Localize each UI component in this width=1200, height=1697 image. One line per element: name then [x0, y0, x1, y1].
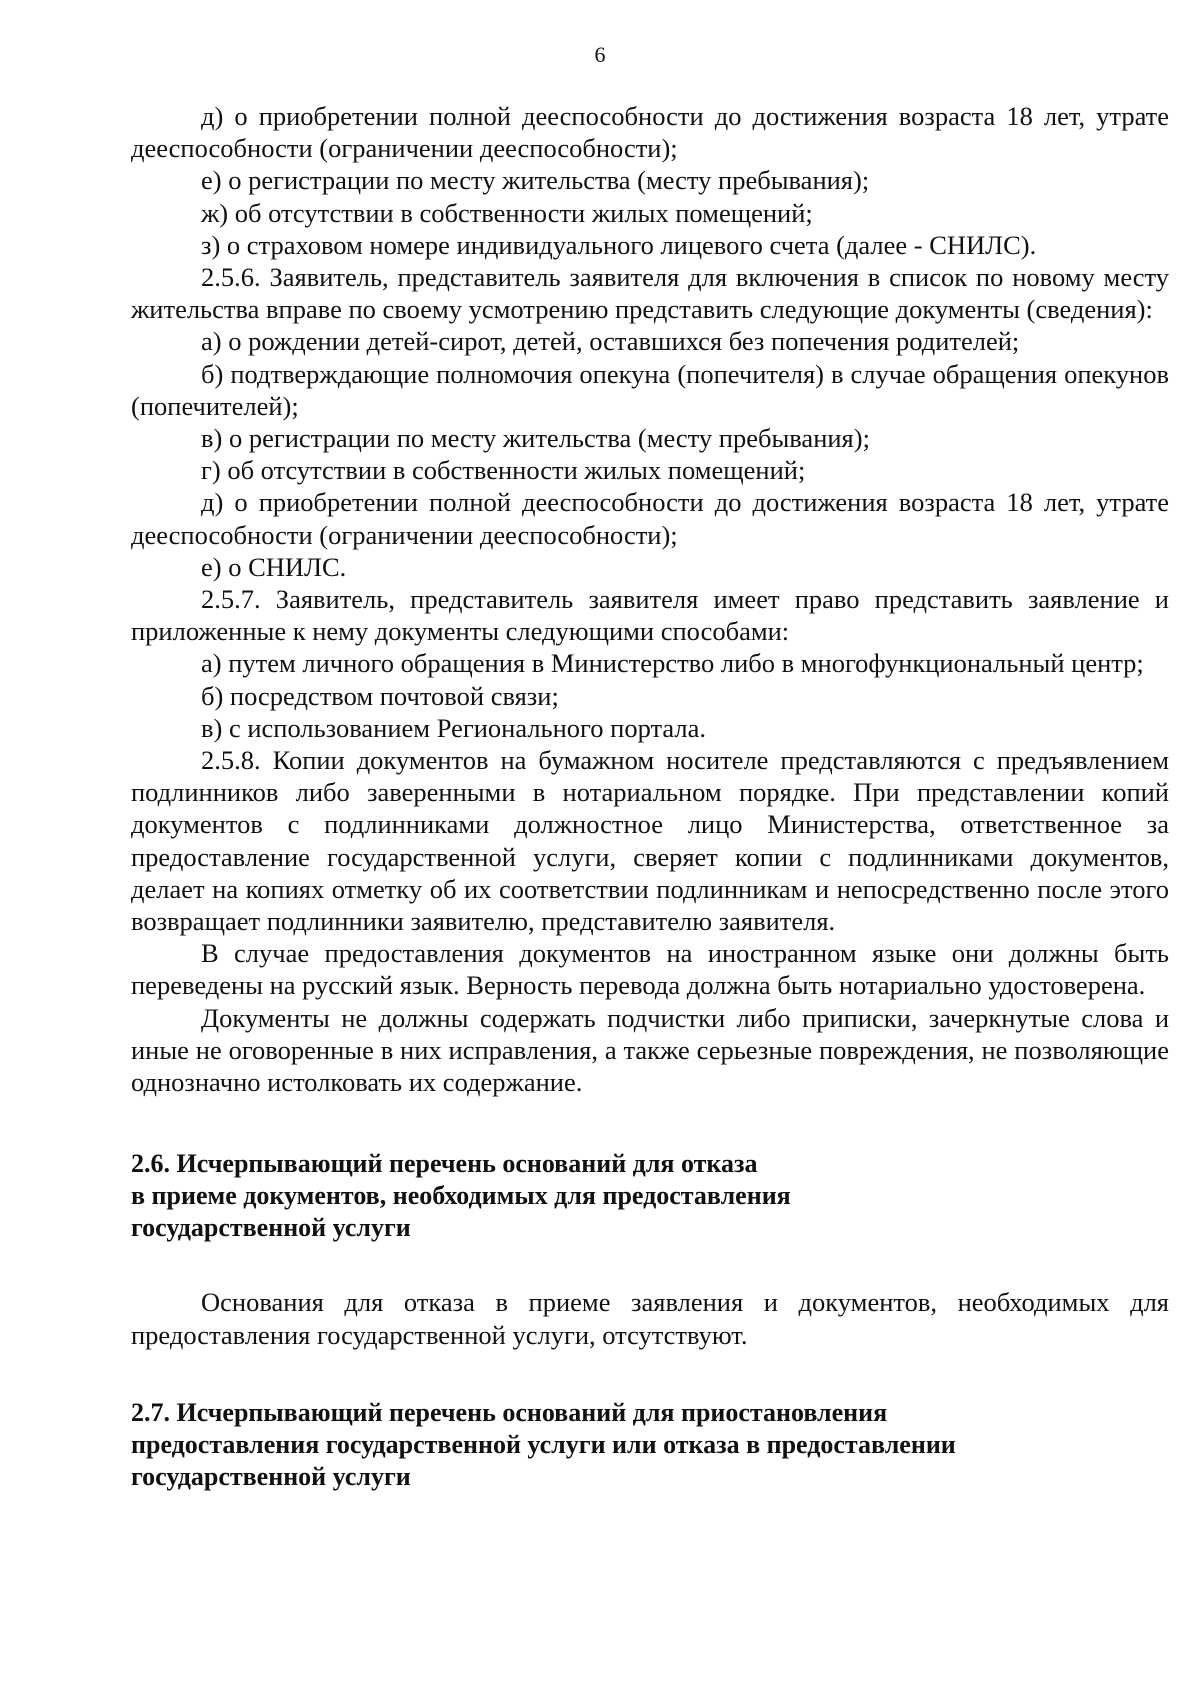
paragraph: е) о СНИЛС.	[201, 551, 347, 582]
heading-line: предоставления государственной услуги или отказа в предоставлении	[131, 1429, 956, 1459]
heading-line: 2.7. Исчерпывающий перечень оснований для приостановления	[131, 1397, 888, 1427]
paragraph: е) о регистрации по месту жительства (месту пребывания);	[201, 165, 870, 196]
paragraph: 2.5.7. Заявитель, представитель заявителя имеет право представить заявление и приложенные к нему документы следующими способами:	[131, 584, 1169, 647]
paragraph: ж) об отсутствии в собственности жилых помещений;	[201, 197, 813, 228]
section-2-7-heading	[131, 1397, 1169, 1493]
paragraph: г) об отсутствии в собственности жилых помещений;	[201, 455, 806, 486]
paragraph: в) с использованием Регионального портала.	[201, 712, 706, 743]
section-2-6-heading	[131, 1148, 1169, 1244]
paragraph: б) посредством почтовой связи;	[201, 680, 559, 711]
paragraph: В случае предоставления документов на иностранном языке они должны быть переведены на русский язык. Верность перевода должна быть нотариально удостоверена.	[131, 938, 1169, 1001]
heading-line: 2.6. Исчерпывающий перечень оснований для отказа	[131, 1149, 758, 1179]
paragraph: в) о регистрации по месту жительства (месту пребывания);	[201, 423, 870, 454]
heading-line: государственной услуги	[131, 1213, 411, 1243]
paragraph: д) о приобретении полной дееспособности до достижения возраста 18 лет, утрате дееспособности (ограничении дееспособности);	[131, 101, 1169, 164]
section-2-6-text: Основания для отказа в приеме заявления и документов, необходимых для предоставления государственной услуги, отсутствуют.	[131, 1287, 1169, 1350]
paragraph: 2.5.8. Копии документов на бумажном носителе представляются с предъявлением подлинников либо заверенными в нотариальном порядке. При представлении копий документов с подлинниками должностное лицо Министерства, ответственное за предоставление государственной услуги, сверяет копии с подлинниками документов, делает на копиях отметку об их соответствии подлинникам и непосредственно после этого возвращает подлинники заявителю, представителю заявителя.	[131, 745, 1169, 937]
heading-line: государственной услуги	[131, 1461, 411, 1491]
paragraph: б) подтверждающие полномочия опекуна (попечителя) в случае обращения опекунов (попечителей);	[131, 358, 1169, 421]
heading-line: в приеме документов, необходимых для предоставления	[131, 1181, 791, 1211]
paragraph: з) о страховом номере индивидуального лицевого счета (далее - СНИЛС).	[201, 229, 1037, 260]
paragraph: а) о рождении детей-сирот, детей, оставшихся без попечения родителей;	[201, 326, 1020, 357]
document-body	[131, 100, 1169, 1493]
paragraph: д) о приобретении полной дееспособности до достижения возраста 18 лет, утрате дееспособности (ограничении дееспособности);	[131, 487, 1169, 550]
paragraph: а) путем личного обращения в Министерство либо в многофункциональный центр;	[201, 648, 1144, 679]
paragraph: 2.5.6. Заявитель, представитель заявителя для включения в список по новому месту жительства вправе по своему усмотрению представить следующие документы (сведения):	[131, 262, 1169, 325]
page-number: 6	[594, 42, 606, 67]
paragraph: Документы не должны содержать подчистки либо приписки, зачеркнутые слова и иные не оговоренные в них исправления, а также серьезные повреждения, не позволяющие однозначно истолковать их содержание.	[131, 1002, 1169, 1098]
